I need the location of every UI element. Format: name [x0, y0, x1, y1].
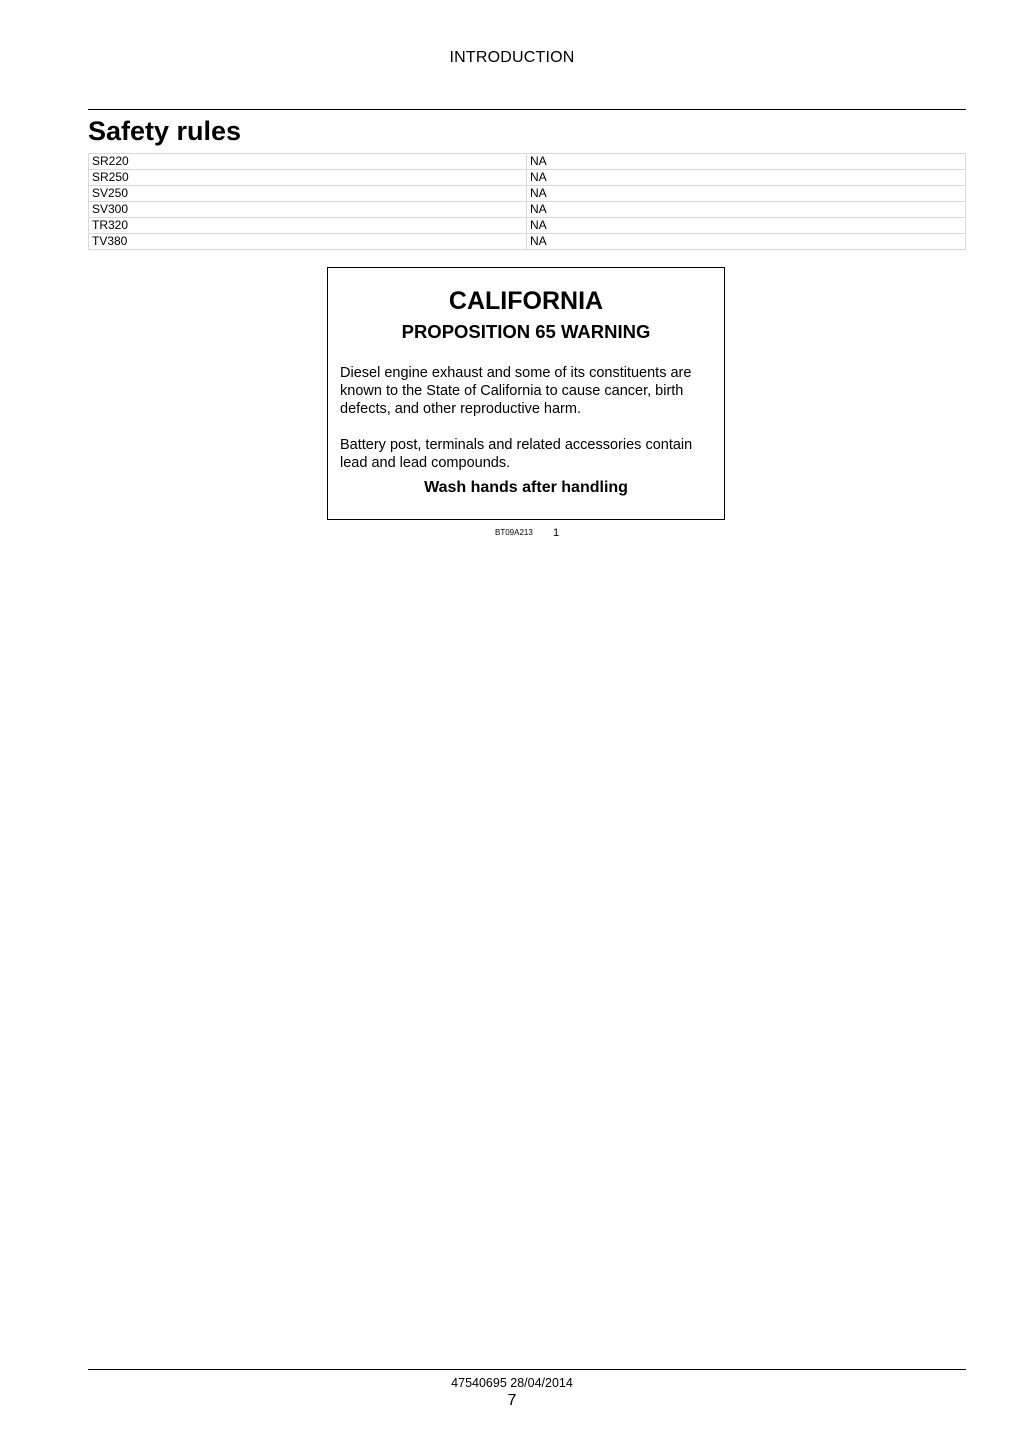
models-table [88, 153, 966, 250]
model-cell: SR220 [89, 154, 527, 170]
running-header: INTRODUCTION [449, 49, 575, 66]
figure-code: BT09A213 [495, 528, 533, 537]
warning-paragraph-diesel: Diesel engine exhaust and some of its constituents are known to the State of California to cause cancer, birth defects, and other reproductive harm. [340, 365, 692, 417]
table-row [89, 218, 966, 234]
value-cell: NA [527, 202, 966, 218]
warning-paragraph-battery: Battery post, terminals and related accessories contain lead and lead compounds. [340, 437, 693, 471]
figure-number: 1 [553, 527, 560, 539]
model-cell: SR250 [89, 170, 527, 186]
table-row [89, 202, 966, 218]
warning-title: CALIFORNIA [448, 287, 604, 315]
model-cell: SV250 [89, 186, 527, 202]
section-title: Safety rules [88, 116, 242, 146]
warning-subtitle: PROPOSITION 65 WARNING [401, 321, 651, 342]
page-number: 7 [507, 1392, 517, 1409]
value-cell: NA [527, 170, 966, 186]
prop65-warning-label [327, 267, 725, 520]
table-row [89, 154, 966, 170]
value-cell: NA [527, 234, 966, 250]
warning-footer: Wash hands after handling [424, 479, 628, 496]
model-cell: TV380 [89, 234, 527, 250]
model-cell: TR320 [89, 218, 527, 234]
value-cell: NA [527, 154, 966, 170]
footer-rule [88, 1369, 966, 1370]
value-cell: NA [527, 186, 966, 202]
value-cell: NA [527, 218, 966, 234]
table-row [89, 186, 966, 202]
table-row [89, 170, 966, 186]
document-reference: 47540695 28/04/2014 [451, 1376, 573, 1390]
model-cell: SV300 [89, 202, 527, 218]
table-row [89, 234, 966, 250]
header-rule [88, 109, 966, 110]
